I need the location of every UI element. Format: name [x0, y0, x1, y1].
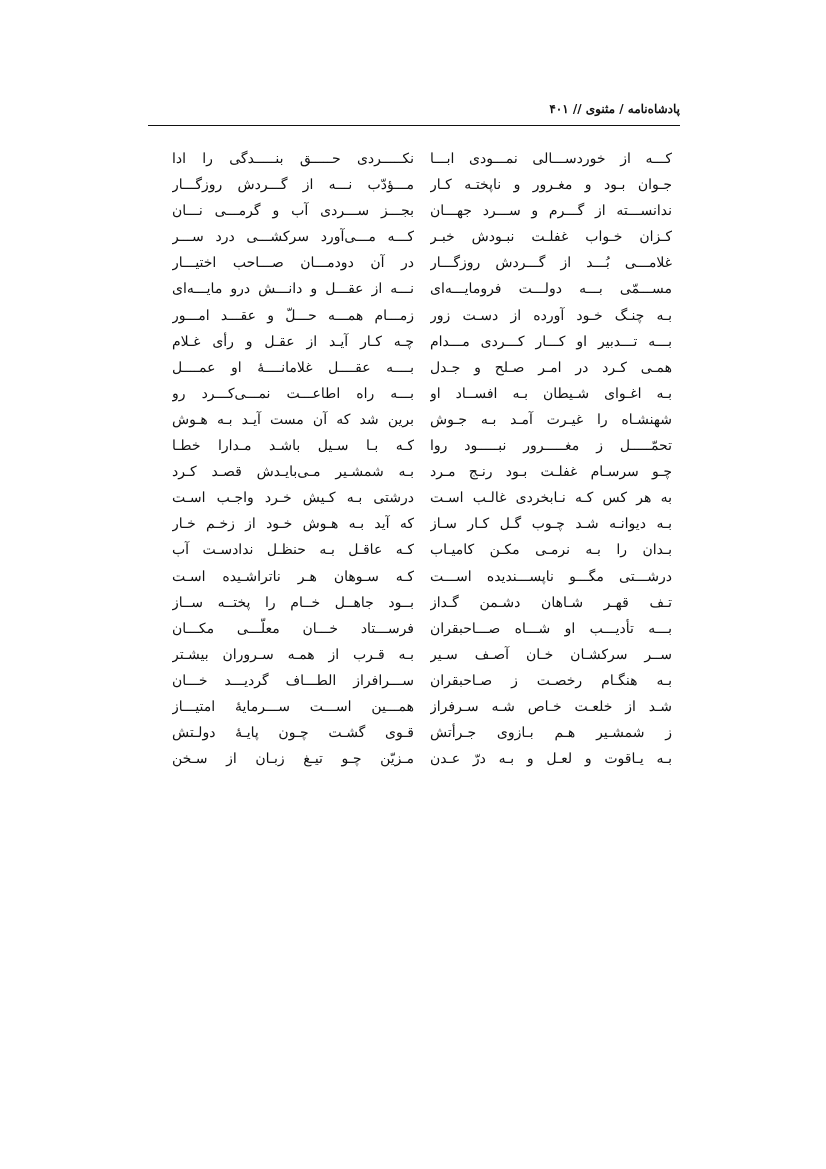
verse-line: بـه چنـگ خـود آورده از دسـت زور [430, 307, 672, 324]
verse-line: کـه عاقـل بـه حنظـل ندادسـت آب [172, 542, 414, 559]
verse-line: بـه یـاقوت و لعـل و بـه درّ عـدن [430, 751, 672, 768]
verse-line: بجـــز ســـردی آب و گرمـــی نـــان [172, 203, 414, 220]
verse-line: قـوی گشـت چـون پایـهٔ دولـتش [172, 725, 414, 742]
verse-line: درشتی بـه کـیش خـرد واجـب اسـت [172, 490, 414, 507]
verse-line: نکـــــردی حـــــق بنـــــدگی را ادا [172, 151, 414, 167]
verse-line: بـدان را بـه نرمـی مکـن کامیـاب [430, 542, 672, 559]
verse-line: جـوان بـود و مغـرور و ناپختـه کـار [430, 177, 672, 194]
verse-column-left [172, 146, 414, 772]
verse-line: تحمّـــــل ز مغـــــرور نبـــــود روا [430, 438, 672, 455]
verse-line: مـــؤدّب نـــه از گـــردش روزگـــار [172, 177, 414, 194]
verse-line: غلامـــی بُـــد از گـــردش روزگـــار [430, 255, 672, 272]
verse-line: ســـرافراز الطـــاف گردیـــد خـــان [172, 672, 414, 689]
verse-line: بـه شمشـیر مـی‌بایـدش قصـد کـرد [172, 464, 414, 481]
verse-line: مـزیّن چـو تیـغ زبـان از سـخن [172, 751, 414, 768]
verse-line: بــــه عقــــل غلامانــــهٔ او عمــــل [172, 359, 414, 376]
verse-line: تـف قهـر شـاهان دشـمن گـداز [430, 594, 672, 611]
verse-line: به هر کس کـه نـابخردی غالـب اسـت [430, 490, 672, 507]
verse-line: برین شد که آن مست آیـد بـه هـوش [172, 411, 414, 428]
verse-line: کـه بـا سـیل باشـد مـدارا خطـا [172, 438, 414, 455]
verse-line: بــود جاهــل خــام را پختــه ســاز [172, 594, 414, 611]
verse-line: ندانســـته از گـــرم و ســـرد جهـــان [430, 203, 672, 220]
verse-line: نـــه از عقـــل و دانـــش درو مایـــه‌ای [172, 281, 414, 298]
verse-line: مســـمّی بـــه دولـــت فرومایـــه‌ای [430, 281, 672, 298]
verse-line: کـه سـوهان هـر ناتراشـیده اسـت [172, 568, 414, 585]
verse-line: شهنشـاه را غیـرت آمـد بـه جـوش [430, 411, 672, 428]
verse-line: کـــه از خوردســـالی نمـــودی ابـــا [430, 151, 672, 167]
verse-line: بـــه تأدیـــب او شـــاه صـــاحبقران [430, 620, 672, 637]
verse-line: کـــه مـــی‌آورد سرکشـــی درد ســـر [172, 229, 414, 246]
verse-line: همـــین اســـت ســـرمایهٔ امتیـــاز [172, 698, 414, 715]
header-rule [148, 125, 680, 126]
verse-line: بـه دیوانـه شـد چـوب گـل کـار سـاز [430, 516, 672, 533]
verse-line: بـــه تـــدبیر او کـــار کـــردی مـــدام [430, 333, 672, 350]
verse-line: بـه هنگـام رخصـت ز صـاحبقران [430, 672, 672, 689]
verse-line: ســر سرکشـان خـان آصـف سـیر [430, 646, 672, 663]
verse-line: همـی کـرد در امـر صـلح و جـدل [430, 359, 672, 376]
verse-line: که آید بـه هـوش خـود از زخـم خـار [172, 516, 414, 533]
verse-line: بـه قـرب از همـه سـروران بیشـتر [172, 646, 414, 663]
verse-line: ز شمشـیر هـم بـازوی جـرأتش [430, 725, 672, 742]
verse-line: چـه کـار آیـد از عقـل و رأی غـلام [172, 333, 414, 350]
verse-line: شـد از خلعـت خـاص شـه سـرفراز [430, 698, 672, 715]
verse-line: در آن دودمـــان صـــاحب اختیـــار [172, 255, 414, 272]
verse-line: زمـــام همـــه حـــلّ و عقـــد امـــور [172, 307, 414, 324]
verse-line: فرســـتاد خـــان معلّـــی مکـــان [172, 620, 414, 637]
verse-line: چـو سرسـام غفلـت بـود رنـج مـرد [430, 464, 672, 481]
verse-line: کـزان خـواب غفلـت نبـودش خبـر [430, 229, 672, 246]
running-head: پادشاه‌نامه / مثنوی // ۴۰۱ [549, 102, 680, 116]
verse-line: بـه اغـوای شـیطان بـه افســاد او [430, 385, 672, 402]
verse-line: بـــه راه اطاعـــت نمـــی‌کـــرد رو [172, 385, 414, 402]
verse-column-right [430, 146, 672, 772]
verse-line: درشـــتی مگـــو ناپســـندیده اســـت [430, 568, 672, 585]
